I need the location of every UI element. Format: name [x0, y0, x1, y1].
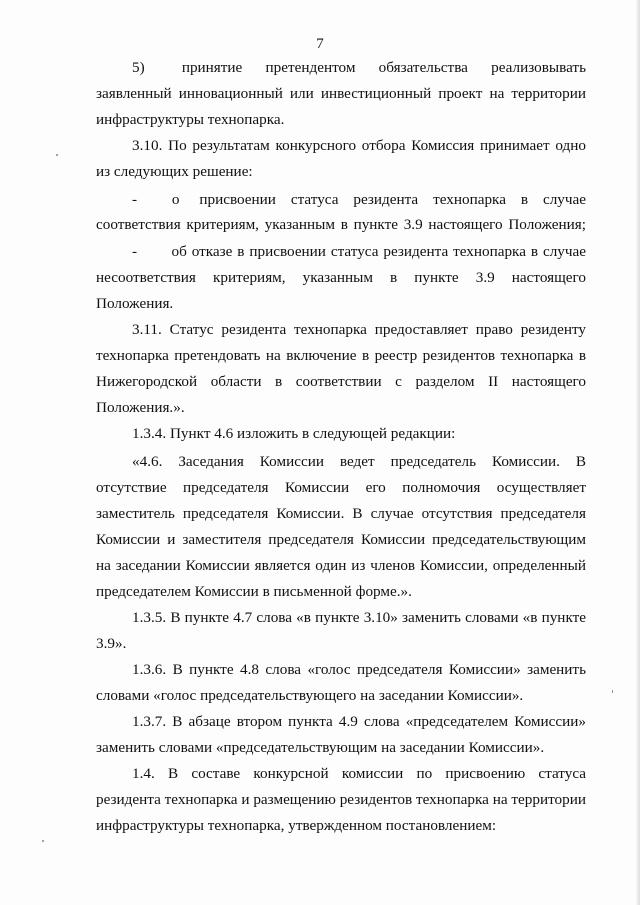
page-edge-shadow [636, 0, 640, 905]
paragraph-line: 3.9». [96, 635, 127, 652]
paragraph-line: 1.3.5. В пункте 4.7 слова «в пункте 3.10» заменить словами «в пункте [132, 609, 586, 626]
paragraph-line: Комиссии и заместителя председателя Комиссии председательствующим [96, 531, 586, 548]
paragraph-line: словами «голос председательствующего на заседании Комиссии». [96, 687, 524, 704]
paragraph-line: 5) принятие претендентом обязательства реализовывать [132, 59, 586, 76]
scan-speck [612, 690, 613, 693]
paragraph-line: заявленный инновационный или инвестиционный проект на территории [96, 85, 586, 102]
paragraph-line: 1.3.4. Пункт 4.6 изложить в следующей редакции: [132, 425, 456, 442]
scan-speck [56, 154, 58, 156]
scan-speck [42, 840, 44, 842]
paragraph-line: на заседании Комиссии является один из членов Комиссии, определенный [96, 557, 586, 574]
paragraph-line: председателем Комиссии в письменной форме.». [96, 583, 412, 600]
paragraph-line: технопарка претендовать на включение в реестр резидентов технопарка в [96, 347, 586, 364]
paragraph-line: Нижегородской области в соответствии с разделом II настоящего [96, 373, 586, 390]
paragraph-line: 1.3.7. В абзаце втором пункта 4.9 слова «председателем Комиссии» [132, 713, 586, 730]
paragraph-line: 1.3.6. В пункте 4.8 слова «голос председателя Комиссии» заменить [132, 661, 586, 678]
list-item-line: - об отказе в присвоении статуса резидента технопарка в случае [132, 243, 586, 260]
paragraph-line: из следующих решение: [96, 163, 253, 180]
list-item-line: соответствия критериям, указанным в пункте 3.9 настоящего Положения; [96, 216, 586, 233]
paragraph-line: заместитель председателя Комиссии. В случае отсутствия председателя [96, 505, 586, 522]
paragraph-line: заменить словами «председательствующим на заседании Комиссии». [96, 739, 545, 756]
list-item-line: несоответствия критериям, указанным в пункте 3.9 настоящего [96, 269, 586, 286]
paragraph-line: 3.11. Статус резидента технопарка предоставляет право резиденту [132, 321, 586, 338]
list-item-line: - о присвоении статуса резидента технопарка в случае [132, 191, 586, 208]
page-number: 7 [316, 36, 324, 52]
paragraph-line: «4.6. Заседания Комиссии ведет председатель Комиссии. В [132, 453, 586, 470]
list-item-line: Положения. [96, 295, 174, 312]
paragraph-line: инфраструктуры технопарка. [96, 111, 285, 128]
paragraph-line: Положения.». [96, 399, 185, 416]
paragraph-line: отсутствие председателя Комиссии его полномочия осуществляет [96, 479, 586, 496]
paragraph-line: резидента технопарка и размещению резидентов технопарка на территории [96, 791, 586, 808]
paragraph-line: 1.4. В составе конкурсной комиссии по присвоению статуса [132, 765, 586, 782]
paragraph-line: 3.10. По результатам конкурсного отбора Комиссия принимает одно [132, 137, 586, 154]
paragraph-line: инфраструктуры технопарка, утвержденном постановлением: [96, 817, 497, 834]
